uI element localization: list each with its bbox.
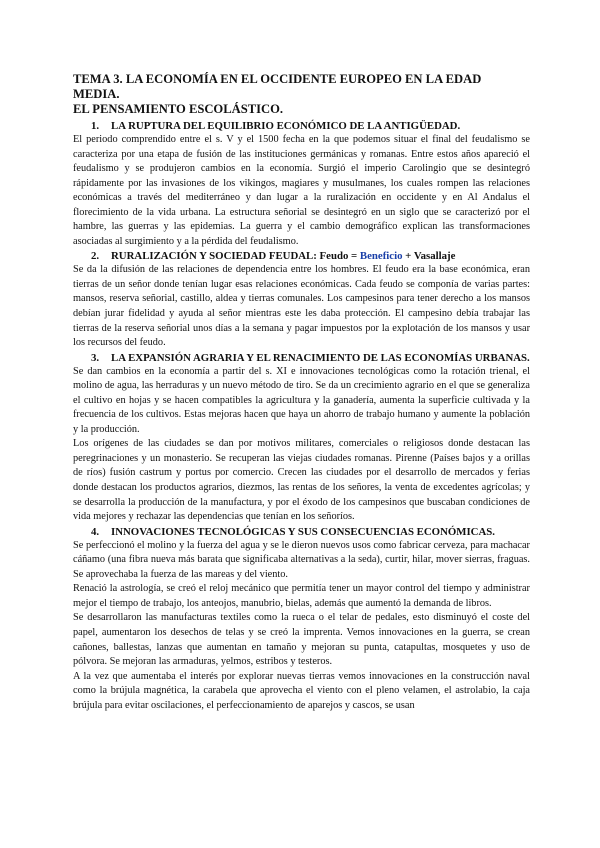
section-number: 3. bbox=[91, 351, 100, 364]
section-title: LA EXPANSIÓN AGRARIA Y EL RENACIMIENTO DE LAS ECONOMÍAS URBANAS. bbox=[111, 351, 530, 364]
paragraph: Los orígenes de las ciudades se dan por motivos militares, comerciales o religiosos donde destacan las peregrinaciones y un monasterio. Se recuperan las viejas ciudades romanas. Pirenne (Países bajos y a orillas de ríos) fusión castrum y portus por comercio. Crecen las ciudades por el desarrollo de mercados y ferias donde destacan los productos agrarios, diezmos, las rentas de los señores, la venta de excedentes agrícolas; y se desarrolla la producción de la manufactura, y por el éxodo de los campesinos que buscaban condiciones de vida mejores y rechazar las dependencias que tenían en los señoríos. bbox=[73, 438, 530, 523]
paragraph: A la vez que aumentaba el interés por explorar nuevas tierras vemos innovaciones en la construcción naval como la brújula magnética, la carabela que aprovecha el viento con el pleno velamen, el astrolabio, la caja brújula para evitar oscilaciones, el perfeccionamiento de aparejos y cascos, se usan bbox=[73, 670, 530, 711]
document-title bbox=[73, 72, 530, 117]
section-heading-2 bbox=[73, 249, 530, 263]
section-title: LA RUPTURA DEL EQUILIBRIO ECONÓMICO DE LA ANTIGÜEDAD. bbox=[111, 120, 461, 132]
section-number: 1. bbox=[91, 120, 100, 132]
paragraph: Se perfeccionó el molino y la fuerza del agua y se le dieron nuevos usos como fabricar cerveza, para machacar cáñamo (una fibra nueva más barata que significaba alternativas a la seda), curtir, hilar, mover sierras, fraguas. Se aprovechaba la fuerza de las mareas y del viento. bbox=[73, 539, 530, 580]
paragraph: Se dan cambios en la economía a partir del s. XI e innovaciones tecnológicas como la rotación trienal, el molino de agua, las herraduras y un nuevo método de tiro. Se da un crecimiento agrario en el que se generaliza el cultivo en hojas y se hacen compatibles la agricultura y la ganadería, aumenta la superficie cultivada y la frecuencia de los cultivos. Estas mejoras hacen que haya un ahorro de trabajo humano y aumente la población y la producción. bbox=[73, 365, 530, 435]
section-heading-3 bbox=[73, 351, 530, 365]
paragraph: Renació la astrología, se creó el reloj mecánico que permitía tener un mayor control del tiempo y administrar mejor el tiempo de trabajo, los anteojos, manubrio, bielas, además que aumentó la demanda de libros. bbox=[73, 583, 530, 609]
title-line-1: TEMA 3. LA ECONOMÍA EN EL OCCIDENTE EUROPEO EN LA EDAD MEDIA. bbox=[73, 72, 482, 101]
section-number: 2. bbox=[91, 250, 100, 263]
section-title: INNOVACIONES TECNOLÓGICAS Y SUS CONSECUENCIAS ECONÓMICAS. bbox=[111, 525, 495, 538]
section-number: 4. bbox=[91, 525, 100, 538]
section-title bbox=[111, 249, 530, 263]
document-body bbox=[73, 72, 530, 713]
title-line-2: EL PENSAMIENTO ESCOLÁSTICO. bbox=[73, 102, 284, 116]
paragraph: Se da la difusión de las relaciones de dependencia entre los hombres. El feudo era la base económica, eran tierras de un señor donde tenían lugar esas relaciones económicas. Cada feudo se componía de varias partes: mansos, reserva señorial, castillo, aldea y tierras comunales. Los campesinos para tener derecho a los mansos debían jurar fidelidad y ayuda al señor mientras este les daba protección. El campesino debía trabajar las tierras de la reserva señorial unos días a la semana y pagar impuestos por la explotación de los mansos y usar los recursos del feudo. bbox=[73, 264, 530, 349]
paragraph: Se desarrollaron las manufacturas textiles como la rueca o el telar de pedales, esto disminuyó el coste del papel, aumentaron los desechos de telas y se creó la imprenta. Vemos innovaciones en la guerra, se crean cañones, ballestas, lanzas que aumentan en tamaño y mejoran su punta, catapultas, mosquetes y uso de pólvora. Se mejoran las armaduras, yelmos, estribos y testeros. bbox=[73, 612, 530, 668]
section-title-main: RURALIZACIÓN Y SOCIEDAD FEUDAL: Feudo = bbox=[111, 250, 360, 263]
section-title-accent: Beneficio bbox=[359, 250, 403, 263]
section-heading-1 bbox=[73, 119, 530, 133]
section-heading-4 bbox=[73, 525, 530, 539]
section-title-tail: + Vasallaje bbox=[402, 250, 456, 263]
paragraph: El periodo comprendido entre el s. V y el 1500 fecha en la que podemos situar el final del feudalismo se caracteriza por una etapa de fusión de las instituciones germánicas y romanas. Entre estos años apareció el feudalismo y se produjeron cambios en la economía. Surgió el imperio Carolingio que se desintegró rápidamente por las invasiones de los vikingos, magiares y musulmanes, los cuales rompen las relaciones económicas a través del mediterráneo y dan lugar a la ruralización en occidente y en Al Andalus el florecimiento de la vida urbana. La estructura señorial se desintegró en un siglo que se caracterizó por el hambre, las guerras y las epidemias. La guerra y el cambio demográfico explican las transformaciones asociadas al surgimiento y a la pérdida del feudalismo. bbox=[73, 134, 530, 247]
